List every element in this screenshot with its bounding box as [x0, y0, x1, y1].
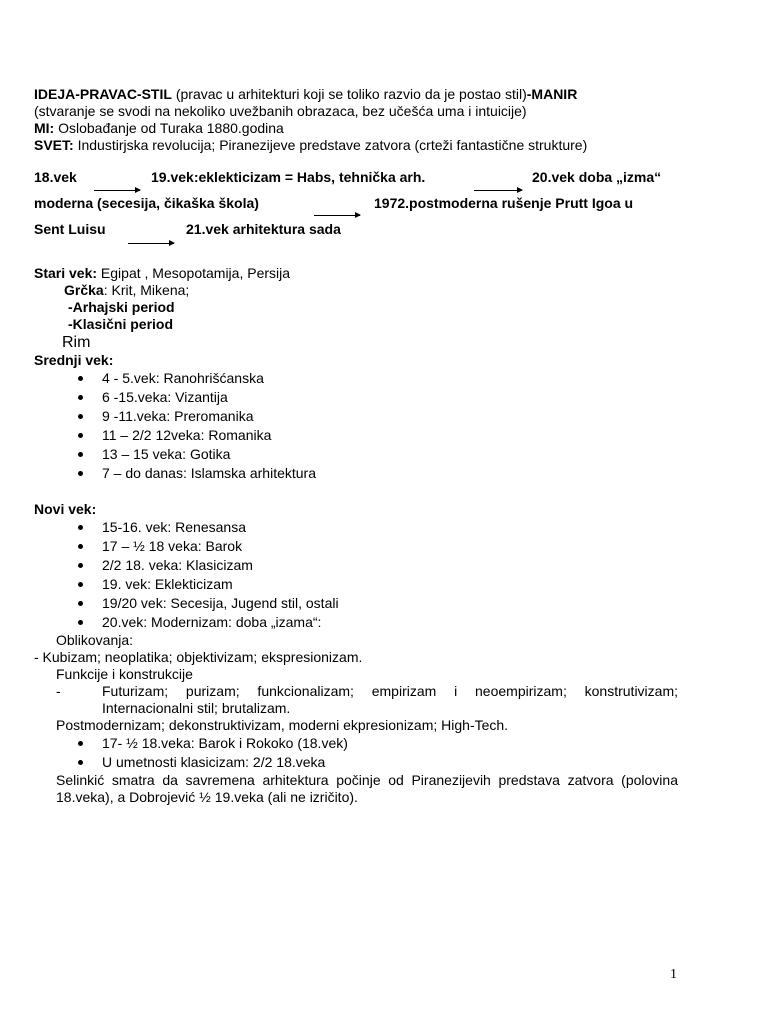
timeline-sent-luisu: Sent Luisu	[34, 221, 106, 237]
list-item: 20.vek: Modernizam: doba „izama“:	[34, 613, 678, 632]
arhajski-period	[34, 299, 678, 316]
page-number: 1	[670, 967, 677, 982]
timeline-arrow	[314, 215, 360, 216]
grcka-label: Grčka	[64, 282, 104, 298]
intro-text: (pravac u arhitekturi koji se toliko razvio da je postao stil)	[171, 86, 527, 102]
svet-text: Industirjska revolucija; Piranezijeve predstave zatvora (crteži fantastične strukture)	[73, 137, 588, 153]
timeline-row-3	[34, 221, 678, 247]
list-item: 19. vek: Eklekticizam	[34, 575, 678, 594]
futurizam-item	[34, 683, 678, 717]
selinkic-paragraph: Selinkić smatra da savremena arhitektura počinje od Piranezijevih predstava zatvora (polovina 18.veka), a Dobrojević ½ 19.veka (ali ne izričito).	[56, 772, 678, 805]
oblikovanja: Oblikovanja:	[56, 632, 134, 648]
klasicni-period	[34, 316, 678, 333]
list-item: U umetnosti klasicizam: 2/2 18.veka	[34, 753, 678, 772]
list-item: 19/20 vek: Secesija, Jugend stil, ostali	[34, 594, 678, 613]
novi-vek-list	[34, 518, 678, 632]
timeline-20vek: 20.vek doba „izma“	[532, 169, 662, 185]
kubizam-line: - Kubizam; neoplatika; objektivizam; ekspresionizam.	[34, 649, 363, 665]
mi-text: Oslobađanje od Turaka 1880.godina	[54, 120, 284, 136]
timeline-row-2	[34, 195, 678, 221]
document-body	[34, 86, 678, 806]
grcka-text: : Krit, Mikena;	[103, 282, 190, 298]
intro-line-1	[34, 86, 678, 103]
srednji-vek-list	[34, 369, 678, 483]
list-item: 13 – 15 veka: Gotika	[34, 445, 678, 464]
stari-vek-line	[34, 265, 678, 282]
timeline-19vek: 19.vek:eklekticizam = Habs, tehnička arh.	[151, 169, 426, 185]
stari-vek-label: Stari vek:	[34, 265, 98, 281]
svet-label: SVET:	[34, 137, 74, 153]
timeline	[34, 169, 678, 247]
futurizam-text: Futurizam; purizam; funkcionalizam; empirizam i neoempirizam; konstrutivizam; Internacionalni stil; brutalizam.	[102, 683, 678, 716]
arhajski-period-text: -Arhajski period	[68, 299, 175, 315]
ideja-pravac-stil-heading: IDEJA-PRAVAC-STIL	[34, 86, 172, 102]
list-item: 11 – 2/2 12veka: Romanika	[34, 426, 678, 445]
rim-line: Rim	[62, 334, 91, 351]
manir-heading: -MANIR	[526, 86, 578, 102]
intro-line-2: (stvaranje se svodi na nekoliko uvežbanih obrazaca, bez učešća uma i intuicije)	[34, 103, 527, 119]
timeline-arrow	[474, 190, 522, 191]
list-item: 9 -11.veka: Preromanika	[34, 407, 678, 426]
postmodernizam-line: Postmodernizam; dekonstruktivizam, moderni ekpresionizam; High-Tech.	[56, 717, 509, 733]
list-item: 7 – do danas: Islamska arhitektura	[34, 464, 678, 483]
novi-vek-heading	[34, 501, 678, 518]
timeline-moderna: moderna (secesija, čikaška škola)	[34, 195, 259, 211]
timeline-1972: 1972.postmoderna rušenje Prutt Igoa u	[374, 195, 634, 211]
funkcije-i-konstrukcije: Funkcije i konstrukcije	[56, 666, 193, 682]
mi-label: MI:	[34, 120, 55, 136]
list-item: 2/2 18. veka: Klasicizam	[34, 556, 678, 575]
klasicni-period-text: -Klasični period	[68, 316, 174, 332]
novi-vek-label: Novi vek:	[34, 501, 97, 517]
timeline-18vek: 18.vek	[34, 169, 77, 185]
srednji-vek-label: Srednji vek:	[34, 352, 114, 368]
timeline-arrow	[94, 190, 140, 191]
list-item: 6 -15.veka: Vizantija	[34, 388, 678, 407]
list-item: 17 – ½ 18 veka: Barok	[34, 537, 678, 556]
timeline-row-1	[34, 169, 678, 195]
srednji-vek-heading	[34, 352, 678, 369]
stari-vek-text: Egipat , Mesopotamija, Persija	[97, 265, 291, 281]
list-item: 4 - 5.vek: Ranohrišćanska	[34, 369, 678, 388]
timeline-21vek: 21.vek arhitektura sada	[186, 221, 341, 237]
mi-line	[34, 120, 678, 137]
novi-vek-list-2	[34, 734, 678, 772]
svet-line	[34, 137, 678, 154]
list-item: 15-16. vek: Renesansa	[34, 518, 678, 537]
list-item: 17- ½ 18.veka: Barok i Rokoko (18.vek)	[34, 734, 678, 753]
grcka-line	[34, 282, 678, 299]
dash-bullet: -	[56, 683, 61, 699]
timeline-arrow	[128, 243, 174, 244]
